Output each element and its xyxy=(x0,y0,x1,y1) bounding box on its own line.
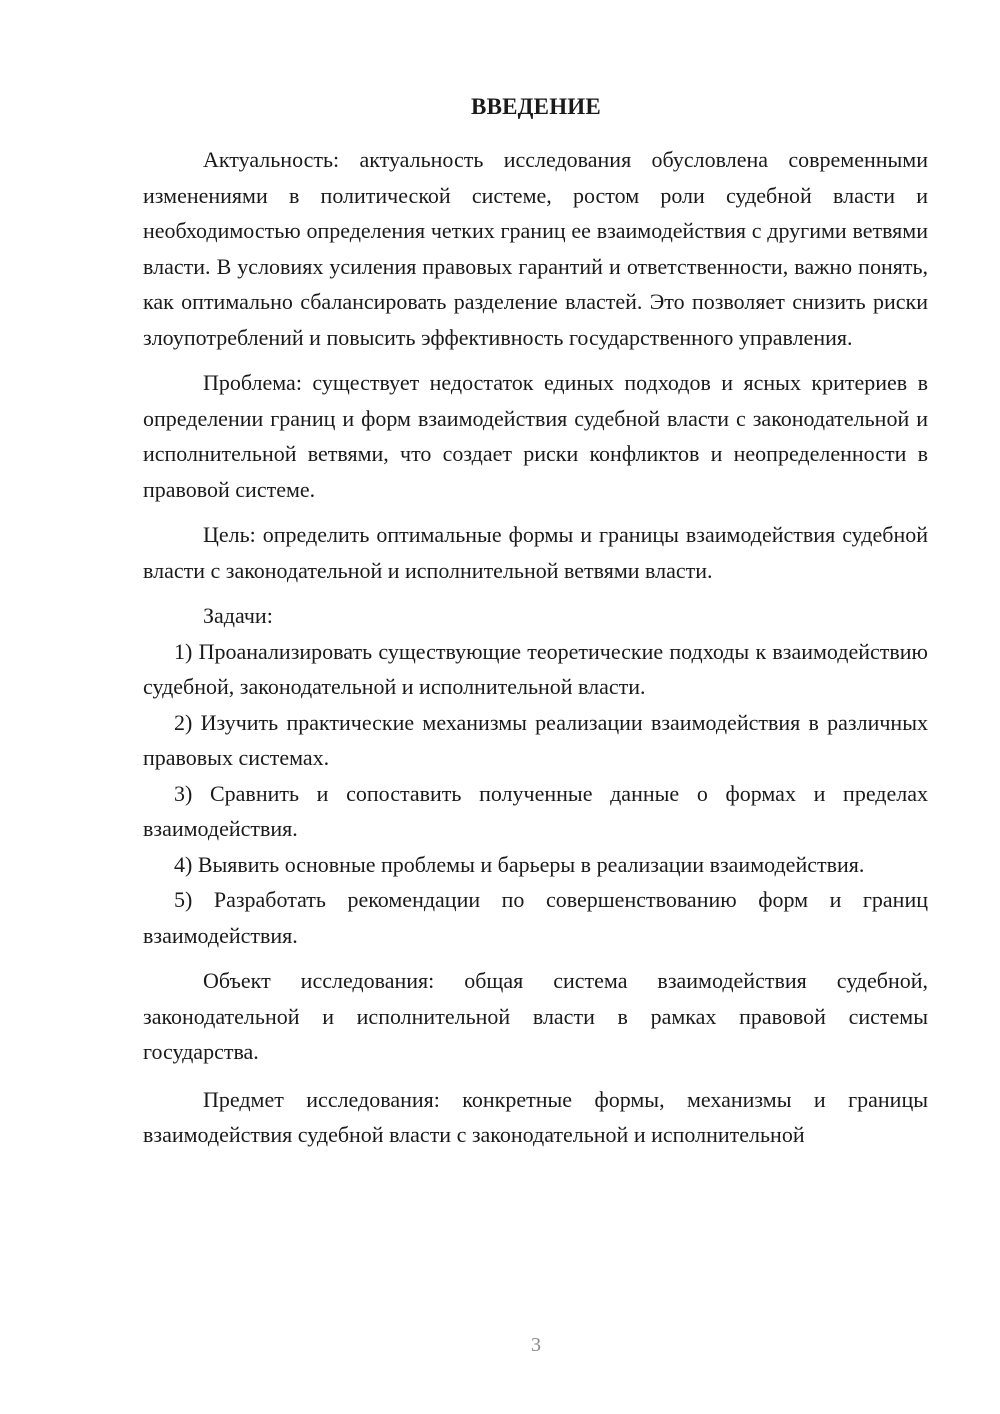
task-item: 4) Выявить основные проблемы и барьеры в реализации взаимодействия. xyxy=(174,851,865,877)
section-title: ВВЕДЕНИЕ xyxy=(471,94,601,119)
subject-paragraph: Предмет исследования: конкретные формы, механизмы и границы взаимодействия судебной власти с законодательной и исполнительной xyxy=(143,1086,928,1147)
page-body xyxy=(143,142,928,1153)
task-item: 1) Проанализировать существующие теоретические подходы к взаимодействию судебной, законодательной и исполнительной власти. xyxy=(143,638,928,699)
task-item: 3) Сравнить и сопоставить полученные данные о формах и пределах взаимодействия. xyxy=(143,780,928,841)
relevance-paragraph: Актуальность: актуальность исследования обусловлена современными изменениями в политической системе, ростом роли судебной власти и необходимостью определения четких границ ее взаимодействия с другими ветвями власти. В условиях усиления правовых гарантий и ответственности, важно понять, как оптимально сбалансировать разделение властей. Это позволяет снизить риски злоупотреблений и повысить эффективность государственного управления. xyxy=(143,147,928,350)
problem-paragraph: Проблема: существует недостаток единых подходов и ясных критериев в определении границ и форм взаимодействия судебной власти с законодательной и исполнительной ветвями, что создает риски конфликтов и неопределенности в правовой системе. xyxy=(143,370,928,502)
task-item: 5) Разработать рекомендации по совершенствованию форм и границ взаимодействия. xyxy=(143,887,928,948)
goal-paragraph: Цель: определить оптимальные формы и границы взаимодействия судебной власти с законодательной и исполнительной ветвями власти. xyxy=(143,522,928,583)
task-item: 2) Изучить практические механизмы реализации взаимодействия в различных правовых системах. xyxy=(143,709,928,770)
tasks-heading: Задачи: xyxy=(203,603,273,628)
object-paragraph: Объект исследования: общая система взаимодействия судебной, законодательной и исполнительной власти в рамках правовой системы государства. xyxy=(143,968,928,1064)
page-number: 3 xyxy=(531,1334,541,1356)
